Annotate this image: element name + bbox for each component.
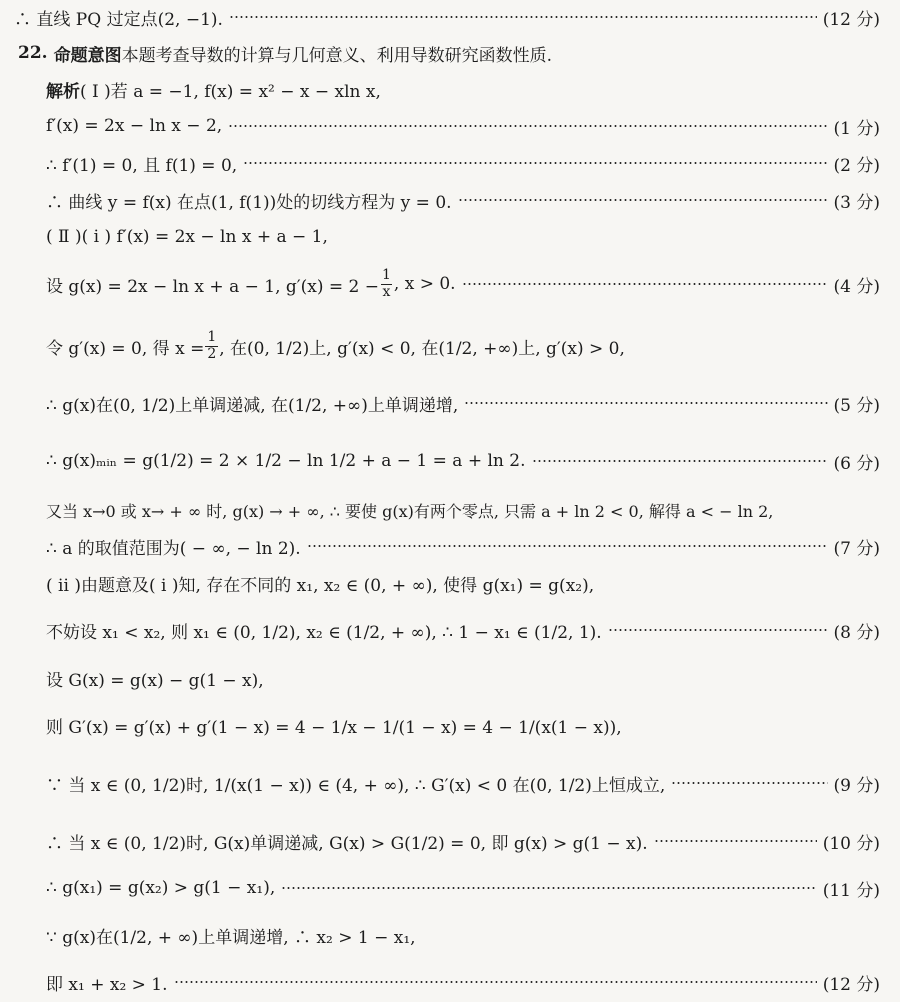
line-text: ∵ 当 x ∈ (0, 1/2)时, 1/(x(1 − x)) ∈ (4, + ∞), ∴ G′(x) < 0 在(0, 1/2)上恒成立, [46,775,666,796]
score-label: (11 分) [822,880,880,901]
solution-line [0,705,900,745]
solution-line [0,326,900,366]
score-label: (9 分) [833,775,880,796]
leader-dots [532,460,828,462]
line-text: ∴ 当 x ∈ (0, 1/2)时, G(x)单调递减, G(x) > G(1/2) = 0, 即 g(x) > g(1 − x). [46,833,648,854]
leader-dots [462,283,828,285]
section-label: 命题意图 [53,45,122,66]
solution-line [0,441,900,481]
line-text: 令 g′(x) = 0, 得 x = [46,338,205,359]
section-label: 解析 [46,81,80,102]
line-text: 不妨设 x₁ < x₂, 则 x₁ ∈ (0, 1/2), x₂ ∈ (1/2, + ∞), ∴ 1 − x₁ ∈ (1/2, 1). [46,622,602,643]
leader-dots [608,629,828,631]
fraction: $\frac{1}{2}$ [207,329,217,362]
leader-dots [307,545,828,547]
leader-dots [671,782,827,784]
leader-dots [243,162,827,164]
solution-line [0,821,900,861]
solution-line [0,383,900,423]
line-text: ∴ g(x)在(0, 1/2)上单调递减, 在(1/2, +∞)上单调递增, [46,395,459,416]
solution-line [0,763,900,803]
line-text: 设 G(x) = g(x) − g(1 − x), [46,670,264,691]
line-text: 即 x₁ + x₂ > 1. [46,974,168,995]
line-text: ( Ⅰ )若 a = −1, f(x) = x² − x − xln x, [80,81,381,102]
solution-line [0,217,900,257]
line-text: f′(x) = 2x − ln x − 2, [46,116,223,136]
solution-line [0,868,900,908]
score-label: (4 分) [833,276,880,297]
leader-dots [464,402,827,404]
solution-line [0,0,900,37]
score-label: (1 分) [833,118,880,139]
solution-line [0,490,900,530]
solution-line [0,526,900,566]
solution-line [0,610,900,650]
line-text: ( Ⅱ )( i ) f′(x) = 2x − ln x + a − 1, [46,227,328,247]
solution-line [0,962,900,1002]
line-text: ∴ 直线 PQ 过定点(2, −1). [14,9,223,30]
problem-number: 22. [18,43,48,63]
score-label: (8 分) [833,622,880,643]
solution-line [0,143,900,183]
score-label: (10 分) [822,833,880,854]
solution-line [0,915,900,955]
score-label: (3 分) [833,192,880,213]
score-label: (12 分) [822,974,880,995]
line-text-after: , 在(0, 1/2)上, g′(x) < 0, 在(1/2, +∞)上, g′(x) > 0, [219,338,625,359]
solution-line [0,106,900,146]
solution-line [0,563,900,603]
line-text: 设 g(x) = 2x − ln x + a − 1, g′(x) = 2 − [46,276,379,297]
score-label: (2 分) [833,155,880,176]
line-text: 则 G′(x) = g′(x) + g′(1 − x) = 4 − 1/x − 1/(1 − x) = 4 − 1/(x(1 − x)), [46,717,622,738]
fraction: $\frac{1}{x}$ [382,267,391,300]
leader-dots [228,125,827,127]
line-text: ∴ a 的取值范围为( − ∞, − ln 2). [46,538,301,559]
score-label: (12 分) [822,9,880,30]
leader-dots [229,16,817,18]
leader-dots [654,840,817,842]
line-text: ∴ 曲线 y = f(x) 在点(1, f(1))处的切线方程为 y = 0. [46,192,452,213]
score-label: (7 分) [833,538,880,559]
leader-dots [281,887,816,889]
line-text-after: , x > 0. [393,274,456,294]
solution-line [0,180,900,220]
leader-dots [174,981,817,983]
line-text: 本题考查导数的计算与几何意义、利用导数研究函数性质. [121,45,552,66]
line-text: ( ii )由题意及( i )知, 存在不同的 x₁, x₂ ∈ (0, + ∞), 使得 g(x₁) = g(x₂), [46,575,595,596]
score-label: (5 分) [833,395,880,416]
score-label: (6 分) [833,453,880,474]
line-text: ∴ g(x₁) = g(x₂) > g(1 − x₁), [46,878,276,898]
line-text: ∴ g(x)ₘᵢₙ = g(1/2) = 2 × 1/2 − ln 1/2 + a − 1 = a + ln 2. [46,451,526,471]
solution-line [0,658,900,698]
leader-dots [458,199,828,201]
solution-line [0,69,900,109]
problem-heading [0,33,900,73]
solution-line [0,264,900,304]
line-text: 又当 x→0 或 x→ + ∞ 时, g(x) → + ∞, ∴ 要使 g(x)有两个零点, 只需 a + ln 2 < 0, 解得 a < − ln 2, [46,501,774,521]
line-text: ∵ g(x)在(1/2, + ∞)上单调递增, ∴ x₂ > 1 − x₁, [46,927,416,948]
line-text: ∴ f′(1) = 0, 且 f(1) = 0, [46,155,238,176]
